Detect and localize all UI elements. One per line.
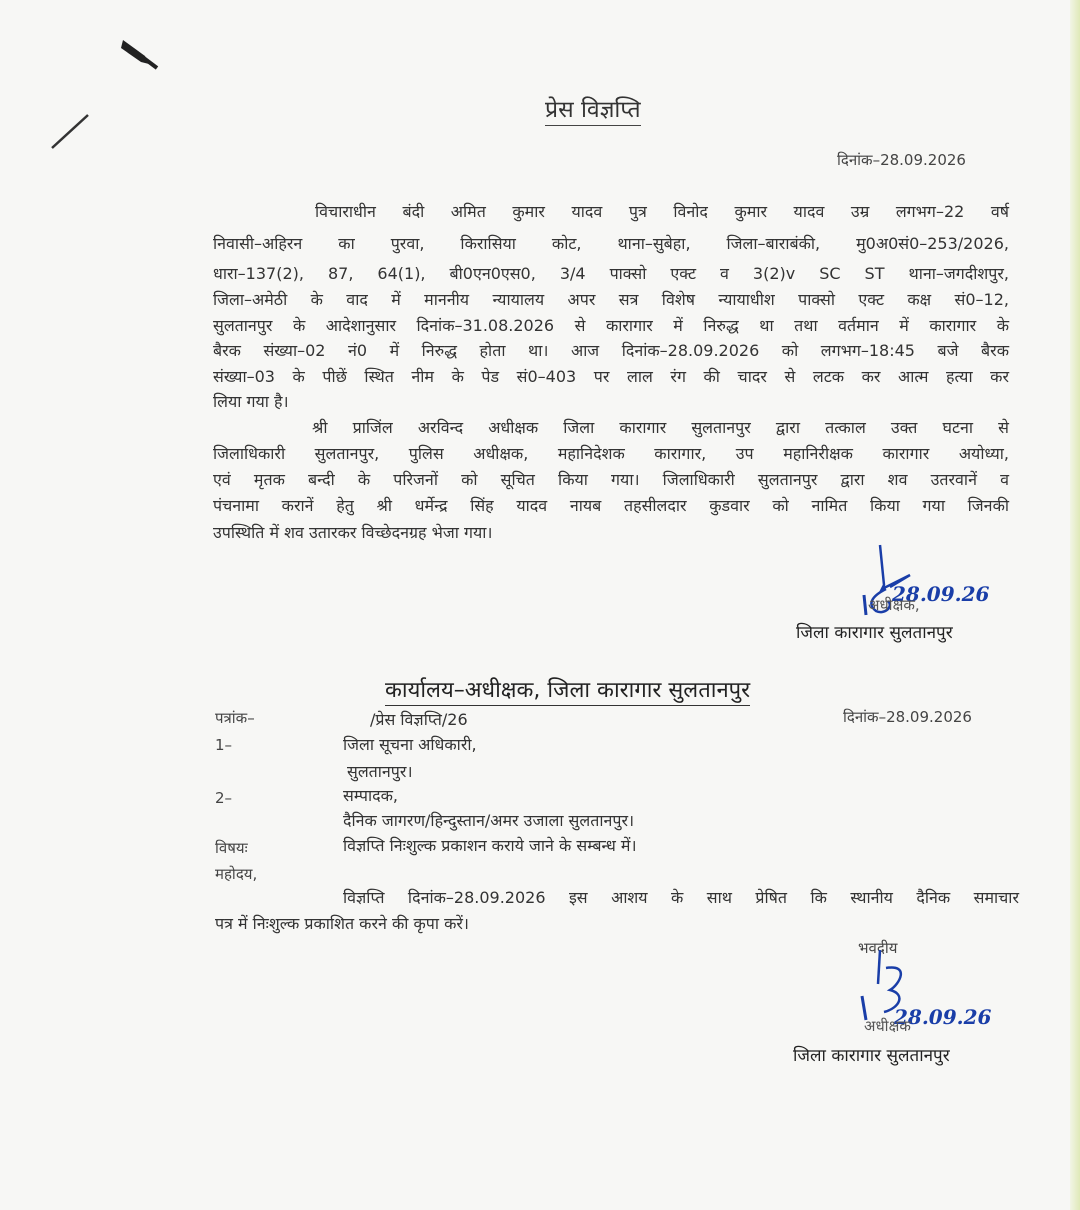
reference-label: पत्रांक– [215,709,255,727]
signature-office: जिला कारागार सुलतानपुर [796,623,953,643]
recipient-number: 1– [215,736,233,754]
paragraph-line: निवासी–अहिरन का पुरवा, किरासिया कोट, थाना–सुबेहा, जिला–बाराबंकी, मु0अ0सं0–253/2026, [213,234,1009,253]
paragraph-line: पंचनामा करानें हेतु श्री धर्मेन्द्र सिंह यादव नायब तहसीलदार कुडवार को नामित किया गया जिनकी [213,496,1009,515]
paragraph-line: लिया गया है। [213,392,289,411]
paragraph-line: श्री प्राजिंल अरविन्द अधीक्षक जिला कारागार सुलतानपुर द्वारा तत्काल उक्त घटना से [312,418,1009,437]
page-title: प्रेस विज्ञप्ति [545,92,641,126]
paragraph-line: विचाराधीन बंदी अमित कुमार यादव पुत्र विनोद कुमार यादव उम्र लगभग–22 वर्ष [315,202,1009,221]
handwritten-date: 28.09.26 [894,1005,992,1029]
letter-date: दिनांक–28.09.2026 [843,708,972,726]
subject-text: विज्ञप्ति निःशुल्क प्रकाशन कराये जाने के सम्बन्ध में। [343,836,637,855]
recipient-line: सुलतानपुर। [347,762,413,781]
scan-edge [1070,0,1080,1210]
pen-mark-icon [45,30,105,140]
closing: भवदीय [858,939,898,957]
recipient-line: जिला सूचना अधिकारी, [343,735,477,754]
letter-body-line: विज्ञप्ति दिनांक–28.09.2026 इस आशय के साथ प्रेषित कि स्थानीय दैनिक समाचार [343,888,1019,907]
paragraph-line: बैरक संख्या–02 नं0 में निरुद्ध होता था। आज दिनांक–28.09.2026 को लगभग–18:45 बजे बैरक [213,341,1009,360]
subject-label: विषयः [215,839,248,857]
handwritten-date: 28.09.26 [892,582,990,606]
signature-office: जिला कारागार सुलतानपुर [793,1046,950,1066]
office-heading: कार्यालय–अधीक्षक, जिला कारागार सुलतानपुर [385,674,750,706]
paragraph-line: उपस्थिति में शव उतारकर विच्छेदनग्रह भेजा गया। [213,523,493,542]
paragraph-line: जिला–अमेठी के वाद में माननीय न्यायालय अपर सत्र विशेष न्यायाधीश पाक्सो एक्ट कक्ष सं0–12, [213,290,1009,309]
paragraph-line: संख्या–03 के पीछें स्थित नीम के पेड सं0–403 पर लाल रंग की चादर से लटक कर आत्म हत्या कर [213,367,1009,386]
paragraph-line: सुलतानपुर के आदेशानुसार दिनांक–31.08.2026 से कारागार में निरुद्ध था तथा वर्तमान में कारागार के [213,316,1009,335]
salutation: महोदय, [215,865,258,883]
recipient-number: 2– [215,789,233,807]
signature-designation: अधीक्षक, [868,596,920,614]
paragraph-line: एवं मृतक बन्दी के परिजनों को सूचित किया गया। जिलाधिकारी सुलतानपुर द्वारा शव उतरवानें व [213,470,1009,489]
press-release-date: दिनांक–28.09.2026 [837,151,966,169]
paragraph-line: धारा–137(2), 87, 64(1), बी0एन0एस0, 3/4 पाक्सो एक्ट व 3(2)v SC ST थाना–जगदीशपुर, [213,264,1009,283]
paragraph-line: जिलाधिकारी सुलतानपुर, पुलिस अधीक्षक, महानिदेशक कारागार, उप महानिरीक्षक कारागार अयोध्या, [213,444,1009,463]
recipient-line: दैनिक जागरण/हिन्दुस्तान/अमर उजाला सुलतानपुर। [343,811,635,830]
recipient-line: सम्पादक, [343,786,399,805]
reference-value: /प्रेस विज्ञप्ति/26 [370,710,468,729]
signature-block [840,950,1040,1040]
letter-body-line: पत्र में निःशुल्क प्रकाशित करने की कृपा करें। [215,914,469,933]
signature-designation: अधीक्षक [864,1017,911,1035]
